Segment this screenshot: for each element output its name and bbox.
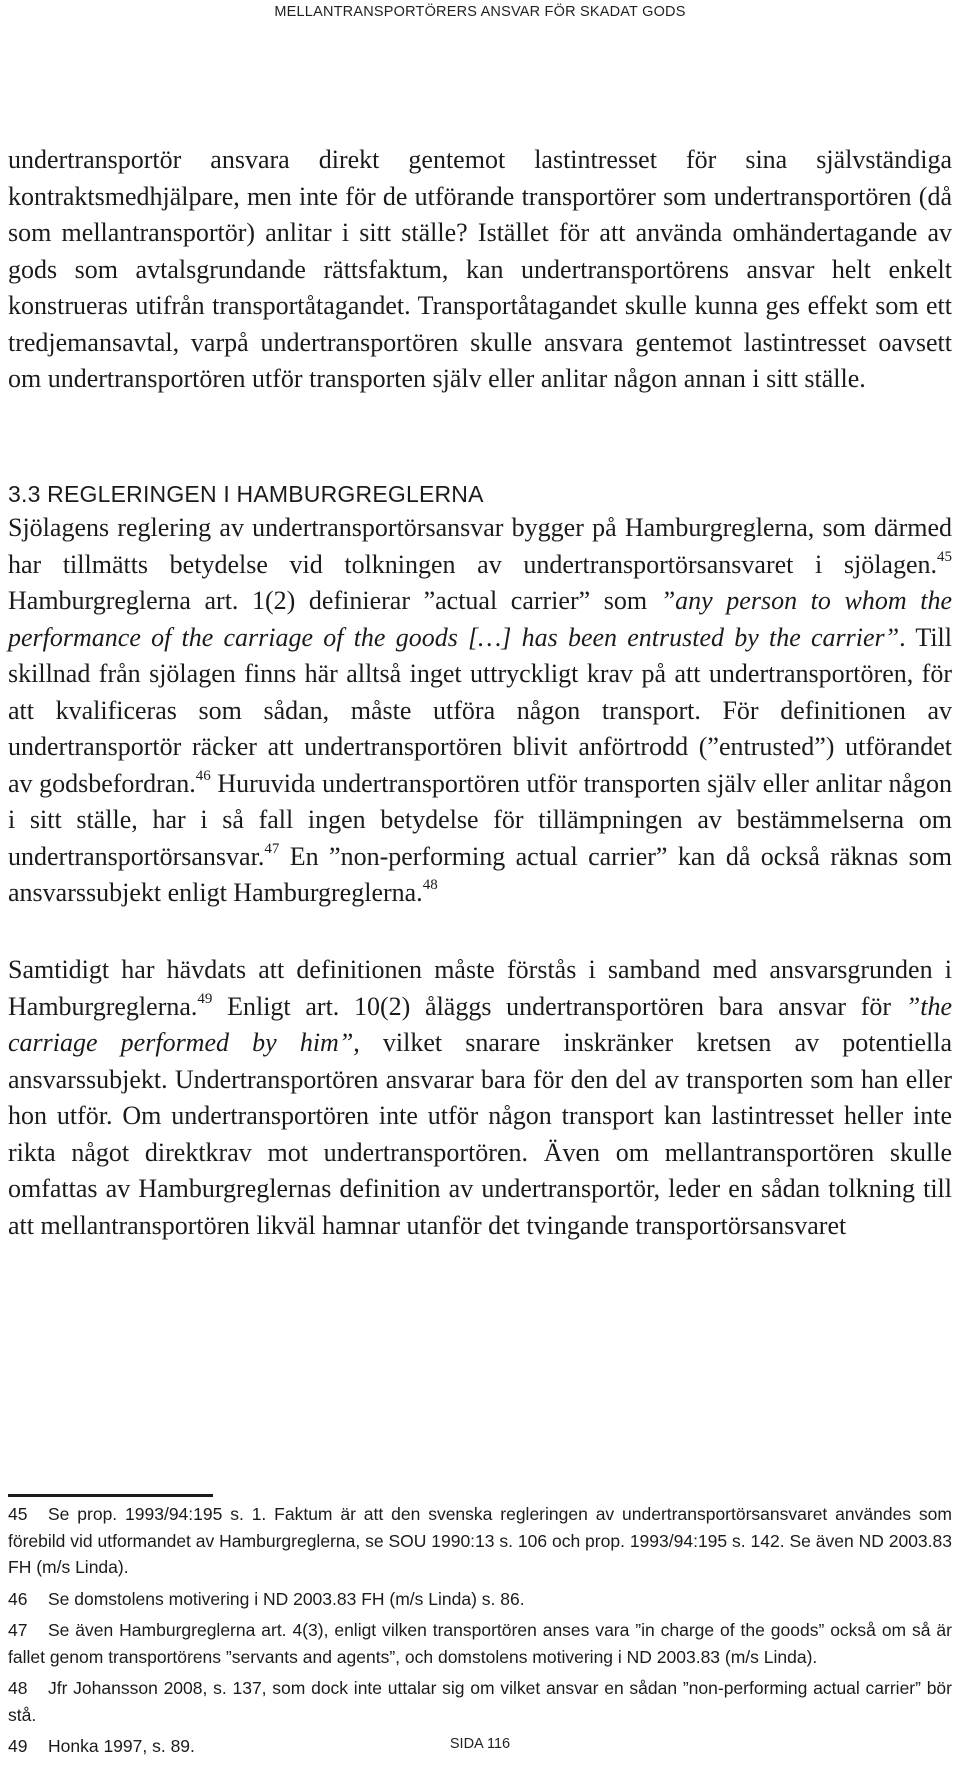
footnote-47: [8, 1617, 952, 1670]
footnote-divider: [8, 1494, 213, 1497]
footnote-number: 48: [8, 1678, 28, 1698]
footnote-46: [8, 1586, 952, 1613]
paragraph-text: , vilket snarare inskränker kretsen av potentiella ansvarssubjekt. Undertransportören ansvarar bara för den del av transporten som han eller hon utför. Om undertransportören inte utför någon transport kan lastintresset heller inte rikta något direktkrav mot undertransportören. Även om mellantransportören skulle omfattas av Hamburgreglernas definition av undertransportör, leder en sådan tolkning till att mellantransportören likväl hamnar utanför det tvingande transportörsansvaret: [8, 1028, 952, 1240]
paragraph-text: Hamburgreglerna art. 1(2) definierar ”actual carrier” som: [8, 586, 661, 615]
running-head: MELLANTRANSPORTÖRERS ANSVAR FÖR SKADAT GODS: [274, 4, 686, 20]
footnote-text: Jfr Johansson 2008, s. 137, som dock inte uttalar sig om vilket ansvar en sådan ”non-performing actual carrier” bör stå.: [8, 1678, 952, 1725]
paragraph-text: Samtidigt har hävdats att definitionen måste förstås i samband med ansvarsgrunden i Hamburgreglerna.: [8, 955, 952, 1021]
footnote-number: 47: [8, 1620, 28, 1640]
body-paragraph: [8, 952, 952, 1244]
page-number: SIDA 116: [449, 1736, 511, 1752]
footnote-45: [8, 1501, 952, 1581]
footnote-ref[interactable]: 45: [937, 548, 952, 565]
body-paragraph: [8, 510, 952, 912]
footnote-text: Se även Hamburgreglerna art. 4(3), enligt vilken transportören anses vara ”in charge of the goods” också om så är fallet genom transportörens ”servants and agents”, och domstolens motivering i ND 2003.83 (m/s Linda).: [8, 1620, 952, 1667]
footnote-ref[interactable]: 47: [264, 840, 280, 857]
footnote-number: 45: [8, 1504, 28, 1524]
footnote-ref[interactable]: 48: [422, 877, 438, 894]
paragraph-text: Huruvida undertransportören utför transporten själv eller anlitar någon i sitt ställe, har i så fall ingen betydelse för tillämpningen av bestämmelserna om undertransportörsansvar.: [8, 768, 952, 871]
footnote-48: [8, 1675, 952, 1728]
footnote-number: 49: [8, 1736, 28, 1756]
footnote-text: Se prop. 1993/94:195 s. 1. Faktum är att den svenska regleringen av undertransportörsansvaret användes som förebild vid utformandet av Hamburgreglerna, se SOU 1990:13 s. 106 och prop. 1993/94:195 s. 142. Se även ND 2003.83 FH (m/s Linda).: [8, 1504, 952, 1577]
section-heading: 3.3 REGLERINGEN I HAMBURGREGLERNA: [8, 481, 484, 507]
footnote-number: 46: [8, 1588, 28, 1609]
paragraph-text: Sjölagens reglering av undertransportörsansvar bygger på Hamburgreglerna, som därmed har tillmätts betydelse vid tolkningen av undertransportörsansvaret i sjölagen.: [8, 513, 952, 579]
footnote-ref[interactable]: 49: [197, 990, 213, 1007]
footnotes: [8, 1501, 952, 1765]
footnote-text: Se domstolens motivering i ND 2003.83 FH (m/s Linda) s. 86.: [48, 1588, 525, 1609]
paragraph-text: Enligt art. 10(2) åläggs undertransportören bara ansvar för: [212, 991, 906, 1021]
footnote-ref[interactable]: 46: [195, 767, 211, 784]
footnote-text: Honka 1997, s. 89.: [48, 1736, 195, 1756]
paragraph-text: En ”non-performing actual carrier” kan då också räknas som ansvarssubjekt enligt Hamburgreglerna.: [8, 841, 952, 907]
quotation: ”any person to whom the performance of the carriage of the goods […] has been entrusted by the carrier”: [8, 586, 952, 652]
quotation: ”the carriage performed by him”: [8, 991, 952, 1057]
paragraph-text: . Till skillnad från sjölagen finns här alltså inget uttryckligt krav på att undertransportören, för att kvalificeras som sådan, måste utföra någon transport. För definitionen av undertransportör räcker att undertransportören blivit anförtrodd (”entrusted”) utförandet av godsbefordran.: [8, 622, 952, 798]
body-paragraph: undertransportör ansvara direkt gentemot lastintresset för sina självständiga kontraktsmedhjälpare, men inte för de utförande transportörer som undertransportören (då som mellantransportör) anlitar i sitt ställe? Istället för att använda omhändertagande av gods som avtalsgrundande rättsfaktum, kan undertransportörens ansvar helt enkelt konstrueras utifrån transportåtagandet. Transportåtagandet skulle kunna ges effekt som ett tredjemansavtal, varpå undertransportören skulle ansvara gentemot lastintresset oavsett om undertransportören utför transporten själv eller anlitar någon annan i sitt ställe.: [8, 145, 952, 393]
